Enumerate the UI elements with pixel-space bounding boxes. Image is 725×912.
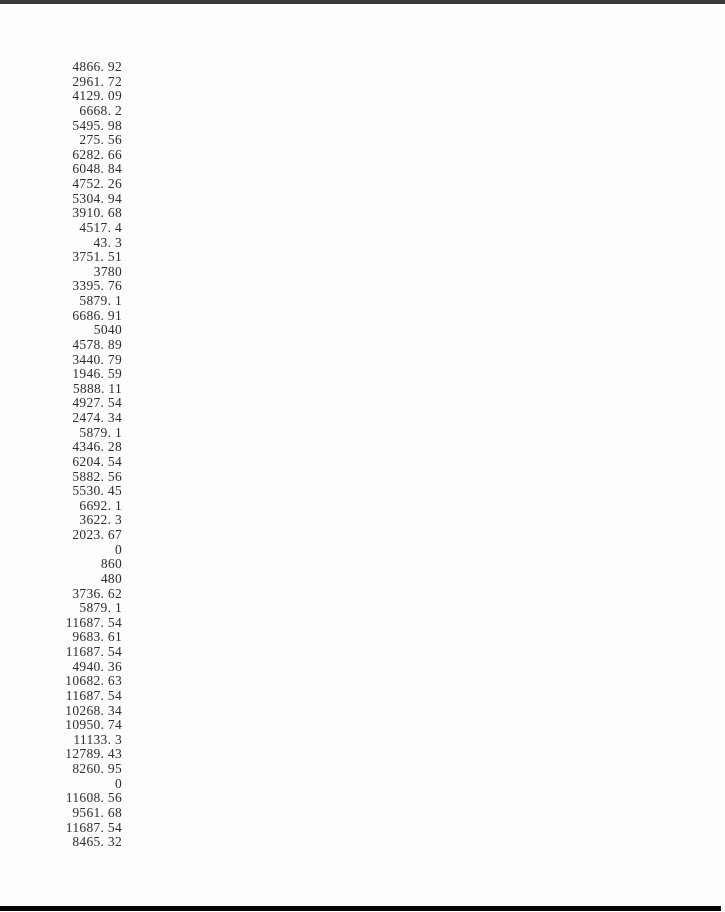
number-cell: 5888. 11 [72, 380, 122, 396]
number-cell: 5530. 45 [72, 483, 122, 499]
number-cell: 5879. 1 [79, 424, 122, 440]
number-cell: 3910. 68 [72, 205, 122, 221]
number-cell: 11608. 56 [65, 790, 122, 806]
number-cell: 9683. 61 [72, 629, 122, 645]
number-cell: 4129. 09 [72, 88, 122, 104]
number-cell: 4517. 4 [79, 219, 122, 235]
number-cell: 10268. 34 [65, 702, 122, 718]
number-cell: 4752. 26 [72, 176, 122, 191]
number-cell: 6686. 91 [72, 307, 122, 323]
number-cell: 2961. 72 [72, 73, 122, 89]
number-cell: 5879. 1 [79, 293, 122, 308]
number-cell: 12789. 43 [65, 746, 122, 762]
number-cell: 6048. 84 [72, 161, 122, 177]
number-cell: 4346. 28 [72, 439, 122, 455]
number-cell: 5882. 56 [72, 468, 122, 484]
number-cell: 10950. 74 [65, 717, 122, 733]
number-cell: 4927. 54 [72, 395, 122, 411]
number-cell: 3736. 62 [72, 585, 122, 601]
number-cell: 10682. 63 [65, 673, 122, 689]
number-cell: 6282. 66 [72, 146, 122, 162]
number-cell: 4866. 92 [72, 59, 122, 74]
number-cell: 11687. 54 [65, 687, 122, 703]
number-cell: 3395. 76 [72, 278, 122, 294]
number-cell: 3751. 51 [72, 249, 122, 265]
number-cell: 6668. 2 [79, 102, 122, 118]
number-cell: 6692. 1 [79, 497, 122, 513]
number-cell: 11133. 3 [73, 731, 122, 747]
number-cell: 8465. 32 [72, 834, 122, 850]
page-top-edge-bar [0, 0, 725, 4]
number-cell: 43. 3 [93, 234, 122, 250]
number-cell: 860 [100, 556, 122, 572]
number-cell: 4940. 36 [72, 658, 122, 674]
number-cell: 9561. 68 [72, 804, 122, 820]
page-bottom-edge-bar [0, 906, 721, 911]
number-cell: 3780 [93, 263, 122, 279]
number-cell: 4578. 89 [72, 336, 122, 352]
number-cell: 275. 56 [79, 132, 122, 148]
number-cell: 11687. 54 [65, 819, 122, 835]
number-cell: 2023. 67 [72, 527, 122, 542]
number-cell: 5495. 98 [72, 117, 122, 133]
number-cell: 6204. 54 [72, 453, 122, 469]
number-cell: 11687. 54 [65, 644, 122, 659]
number-cell: 1946. 59 [72, 366, 122, 382]
numbers-column [0, 60, 122, 850]
number-cell: 11687. 54 [65, 614, 122, 630]
number-cell: 0 [114, 541, 122, 557]
number-cell: 5304. 94 [72, 190, 122, 206]
number-cell: 5040 [93, 322, 122, 338]
number-cell: 8260. 95 [72, 761, 122, 776]
number-cell: 0 [114, 775, 122, 791]
number-cell: 5879. 1 [79, 600, 122, 616]
number-cell: 3622. 3 [79, 512, 122, 528]
number-cell: 480 [100, 570, 122, 586]
number-cell: 3440. 79 [72, 351, 122, 367]
number-cell: 2474. 34 [72, 410, 122, 425]
